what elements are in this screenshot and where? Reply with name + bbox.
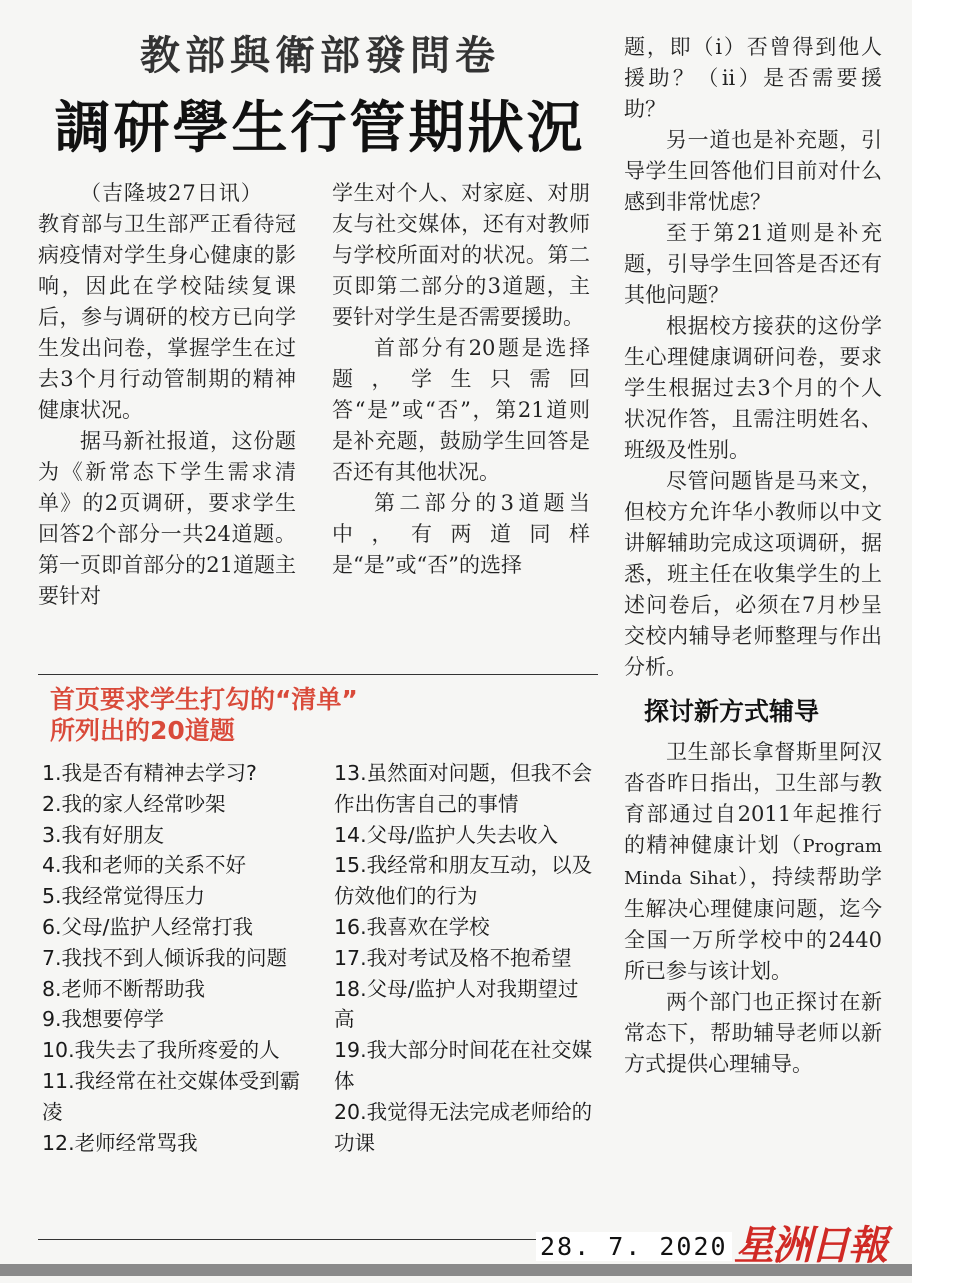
article-paragraph: 题，即（i）否曾得到他人援助？（ii）是否需要援助？ — [624, 35, 882, 121]
checklist-item: 10.我失去了我所疼爱的人 — [42, 1038, 280, 1063]
text-segment: ），持续帮助学生解决心理健康问题，迄今全国一万所学校中的2440所已参与该计划。 — [624, 865, 883, 983]
article-column-2 — [332, 178, 590, 581]
checklist-title — [50, 684, 590, 746]
newspaper-logo: 星洲日報 — [734, 1222, 886, 1269]
article-paragraph: 据马新社报道，这份题为《新常态下学生需求清单》的2页调研，要求学生回答2个部分一共24道题。第一页即首部分的21道题主要针对 — [38, 429, 296, 608]
checklist-item: 1.我是否有精神去学习? — [42, 761, 257, 785]
article-paragraph: 第二部分的3道题当中，有两道同样是“是”或“否”的选择 — [332, 491, 590, 577]
article-paragraph: 学生对个人、对家庭、对朋友与社交媒体，还有对教师与学校所面对的状况。第二页即第二部分的3道题，主要针对学生是否需要援助。 — [332, 181, 590, 329]
article-paragraph: 两个部门也正探讨在新常态下，帮助辅导老师以新方式提供心理辅导。 — [624, 990, 882, 1076]
checklist-item: 20.我觉得无法完成老师给的功课 — [334, 1099, 593, 1155]
checklist-item: 15.我经常和朋友互动，以及仿效他们的行为 — [334, 853, 593, 909]
checklist-title-line: 首页要求学生打勾的“清单” — [50, 685, 358, 714]
checklist-item: 3.我有好朋友 — [42, 822, 165, 847]
article-paragraph: 尽管问题皆是马来文，但校方允许华小教师以中文讲解辅助完成这项调研，据悉，班主任在收集学生的上述问卷后，必须在7月杪呈交校内辅导老师整理与作出分析。 — [624, 469, 882, 679]
checklist-item: 16.我喜欢在学校 — [334, 914, 490, 939]
headline-main: 調研學生行管期狀況 — [54, 96, 586, 161]
footer-rule — [38, 1239, 538, 1240]
checklist-item: 4.我和老师的关系不好 — [42, 853, 247, 878]
checklist-item: 14.父母/监护人失去收入 — [334, 822, 559, 847]
headline-kicker: 教部與衛部發問卷 — [140, 33, 500, 79]
article-paragraph: 根据校方接获的这份学生心理健康调研问卷，要求学生根据过去3个月的个人状况作答，且需注明姓名、班级及性别。 — [624, 314, 882, 462]
checklist-item: 11.我经常在社交媒体受到霸凌 — [42, 1068, 301, 1124]
checklist-item: 8.老师不断帮助我 — [42, 976, 206, 1001]
checklist-item: 9.我想要停学 — [42, 1007, 165, 1032]
checklist-left — [42, 758, 304, 1158]
checklist-right — [334, 758, 596, 1158]
article-paragraph: 另一道也是补充题，引导学生回答他们目前对什么感到非常忧虑？ — [624, 128, 882, 214]
section-divider — [38, 674, 598, 675]
text-segment: 卫生部长拿督斯里阿汉沓沓昨日指出，卫生部与教育部通过自2011年起推行的精神健康计划（ — [624, 740, 882, 857]
section-subheading: 探讨新方式辅导 — [644, 697, 820, 726]
article-paragraph — [624, 737, 882, 987]
dateline: （吉隆坡27日讯） — [80, 181, 263, 205]
article-paragraph: 教育部与卫生部严正看待冠病疫情对学生身心健康的影响，因此在学校陆续复课后，参与调研的校方已向学生发出问卷，掌握学生在过去3个月行动管制期的精神健康状况。 — [38, 212, 296, 422]
checklist-item: 12.老师经常骂我 — [42, 1130, 198, 1155]
page-margin — [912, 0, 965, 1283]
checklist-item: 6.父母/监护人经常打我 — [42, 914, 253, 939]
article-column-1 — [38, 178, 296, 612]
article-column-3 — [624, 32, 882, 1080]
checklist-item: 2.我的家人经常吵架 — [42, 791, 226, 816]
checklist-item: 17.我对考试及格不抱希望 — [334, 945, 572, 970]
checklist-item: 5.我经常觉得压力 — [42, 884, 206, 909]
checklist-item: 7.我找不到人倾诉我的问题 — [42, 945, 288, 970]
checklist-title-line: 所列出的20道题 — [50, 716, 235, 745]
checklist-item: 19.我大部分时间花在社交媒体 — [334, 1038, 593, 1093]
publication-date: 28. 7. 2020 — [536, 1232, 732, 1261]
article-paragraph: 至于第21道则是补充题，引导学生回答是否还有其他问题？ — [624, 221, 882, 307]
checklist-item: 13.虽然面对问题，但我不会作出伤害自己的事情 — [334, 761, 593, 816]
article-paragraph: 首部分有20题是选择题，学生只需回答“是”或“否”，第21道则是补充题，鼓励学生回答是否还有其他状况。 — [332, 336, 590, 484]
checklist-item: 18.父母/监护人对我期望过高 — [334, 976, 579, 1032]
program-name: Program Minda Sihat — [624, 836, 882, 889]
